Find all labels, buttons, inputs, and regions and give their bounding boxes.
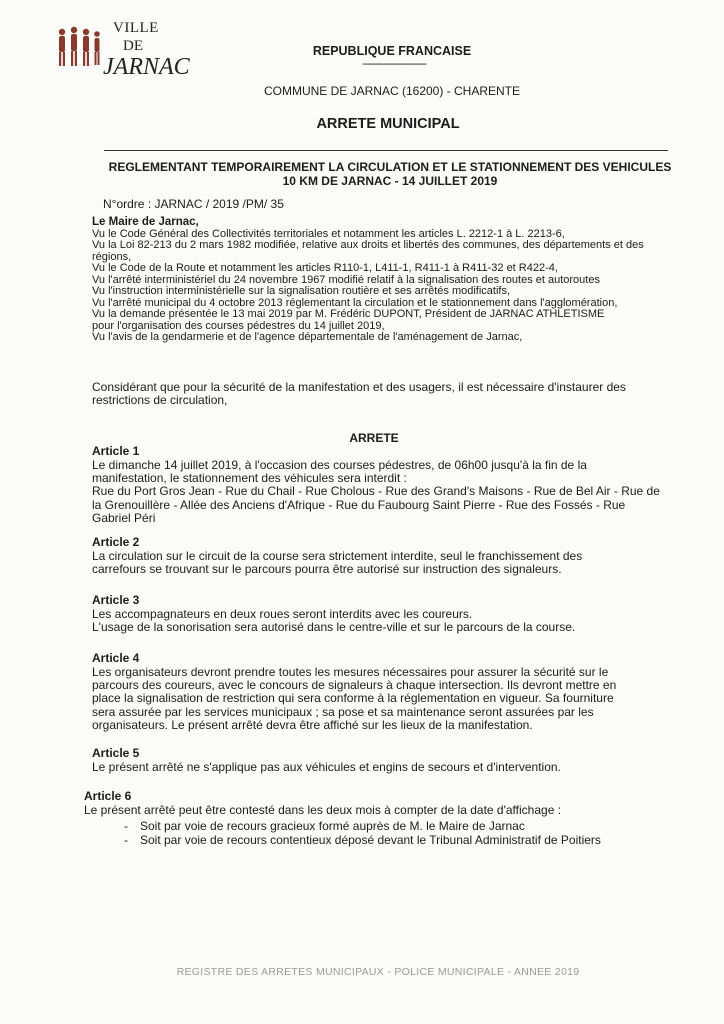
recourse-list — [124, 819, 662, 847]
article-line: carrefours se trouvant sur le parcours pourra être autorisé sur instruction des signaleurs. — [92, 562, 562, 577]
article-line: Rue du Port Gros Jean - Rue du Chail - Rue Cholous - Rue des Grand's Maisons - Rue de Bel Air - Rue de — [92, 484, 660, 499]
logo-jarnac: JARNAC — [103, 54, 190, 80]
subject-line-2: 10 KM DE JARNAC - 14 JUILLET 2019 — [282, 174, 498, 188]
visa-line: Vu le Code de la Route et notamment les articles R110-1, L411-1, R411-1 à R411-32 et R422-4, — [92, 262, 558, 274]
logo-ville: VILLE — [113, 20, 159, 36]
visa-line: Vu l'arrêté interministériel du 24 novembre 1967 modifié relatif à la signalisation des routes et autoroutes — [92, 273, 600, 286]
considerant-section — [92, 381, 670, 407]
article-5 — [92, 747, 670, 774]
list-item: - Soit par voie de recours contentieux déposé devant le Tribunal Administratif de Poitiers — [124, 833, 662, 847]
article-line: la Grenouillère - Allée des Anciens d'Afrique - Rue du Faubourg Saint Pierre - Rue des Fossés - Rue — [92, 497, 626, 512]
commune-line: COMMUNE DE JARNAC (16200) - CHARENTE — [263, 84, 521, 98]
article-line: L'usage de la sonorisation sera autorisé dans le centre-ville et sur le parcours de la course. — [92, 620, 576, 635]
article-line: organisateurs. Le présent arrêté devra être affiché sur les lieux de la manifestation. — [92, 717, 533, 732]
article-1 — [92, 445, 670, 525]
article-6 — [84, 790, 662, 847]
article-line: La circulation sur le circuit de la course sera strictement interdite, seul le franchissement des — [92, 549, 583, 563]
visa-line: Vu la Loi 82-213 du 2 mars 1982 modifiée, relative aux droits et libertés des communes, des départements et des — [92, 239, 644, 251]
considerant-line: restrictions de circulation, — [92, 393, 228, 407]
republique-francaise: REPUBLIQUE FRANCAISE — [312, 44, 472, 58]
article-title: Article 6 — [84, 789, 132, 803]
visa-line: Vu la demande présentée le 13 mai 2019 par M. Frédéric DUPONT, Président de JARNAC ATHLETISME — [92, 308, 605, 320]
page-title: ARRETE MUNICIPAL — [316, 116, 460, 132]
visa-line: Vu l'arrêté municipal du 4 octobre 2013 réglementant la circulation et le stationnement dans l'agglomération, — [92, 296, 618, 309]
title-divider — [104, 150, 668, 151]
arrete-heading: ARRETE — [349, 431, 399, 445]
article-title: Article 1 — [92, 444, 140, 458]
article-line: Le présent arrêté peut être contesté dans les deux mois à compter de la date d'affichage : — [84, 803, 562, 817]
considerant-line: Considérant que pour la sécurité de la manifestation et des usagers, il est nécessaire d'instaurer des — [92, 380, 626, 394]
article-title: Article 5 — [92, 746, 140, 760]
article-line: parcours des coureurs, avec le concours de signaleurs à chaque intersection. Ils devront mettre en — [92, 678, 617, 693]
visa-line: régions, — [92, 250, 132, 263]
visa-line: Vu le Code Général des Collectivités territoriales et notamment les articles L. 2212-1 à L. 2213-6, — [92, 227, 565, 240]
article-line: Gabriel Péri — [92, 510, 156, 525]
visas-section — [92, 217, 670, 344]
header-dashes: ------------------------ — [362, 58, 426, 70]
article-4 — [92, 652, 670, 732]
list-item: - Soit par voie de recours gracieux formé auprès de M. le Maire de Jarnac — [124, 819, 662, 833]
visa-line: Le Maire de Jarnac, — [92, 216, 199, 228]
article-line: Les organisateurs devront prendre toutes les mesures nécessaires pour assurer la sécurité sur le — [92, 665, 609, 679]
article-line: Le dimanche 14 juillet 2019, à l'occasion des courses pédestres, de 06h00 jusqu'à la fin de la — [92, 458, 587, 472]
visa-line: Vu l'avis de la gendarmerie et de l'agence départementale de l'aménagement de Jarnac, — [92, 331, 523, 343]
article-title: Article 4 — [92, 651, 140, 665]
logo-de: DE — [123, 38, 143, 54]
subject-line-1: REGLEMENTANT TEMPORAIREMENT LA CIRCULATION ET LE STATIONNEMENT DES VEHICULES — [108, 160, 672, 174]
article-2 — [92, 536, 670, 576]
article-line: Les accompagnateurs en deux roues seront interdits avec les coureurs. — [92, 607, 473, 621]
article-line: place la signalisation de restriction qui sera conforme à la réglementation en vigueur. Sa fourniture — [92, 691, 614, 706]
article-line: manifestation, le stationnement des véhicules sera interdit : — [92, 471, 407, 486]
article-title: Article 2 — [92, 535, 140, 549]
visa-line: pour l'organisation des courses pédestres du 14 juillet 2019, — [92, 319, 385, 332]
article-line: sera assurée par les services municipaux ; sa pose et sa maintenance seront assurées par les — [92, 704, 594, 719]
visa-line: Vu l'instruction interministérielle sur la signalisation routière et ses arrêtés modificatifs, — [92, 285, 511, 297]
footer-register: REGISTRE DES ARRETES MUNICIPAUX - POLICE MUNICIPALE - ANNEE 2019 — [176, 966, 580, 978]
article-title: Article 3 — [92, 593, 140, 607]
article-3 — [92, 594, 670, 634]
article-line: Le présent arrêté ne s'applique pas aux véhicules et engins de secours et d'intervention. — [92, 760, 561, 774]
order-number: N°ordre : JARNAC / 2019 /PM/ 35 — [103, 197, 284, 211]
